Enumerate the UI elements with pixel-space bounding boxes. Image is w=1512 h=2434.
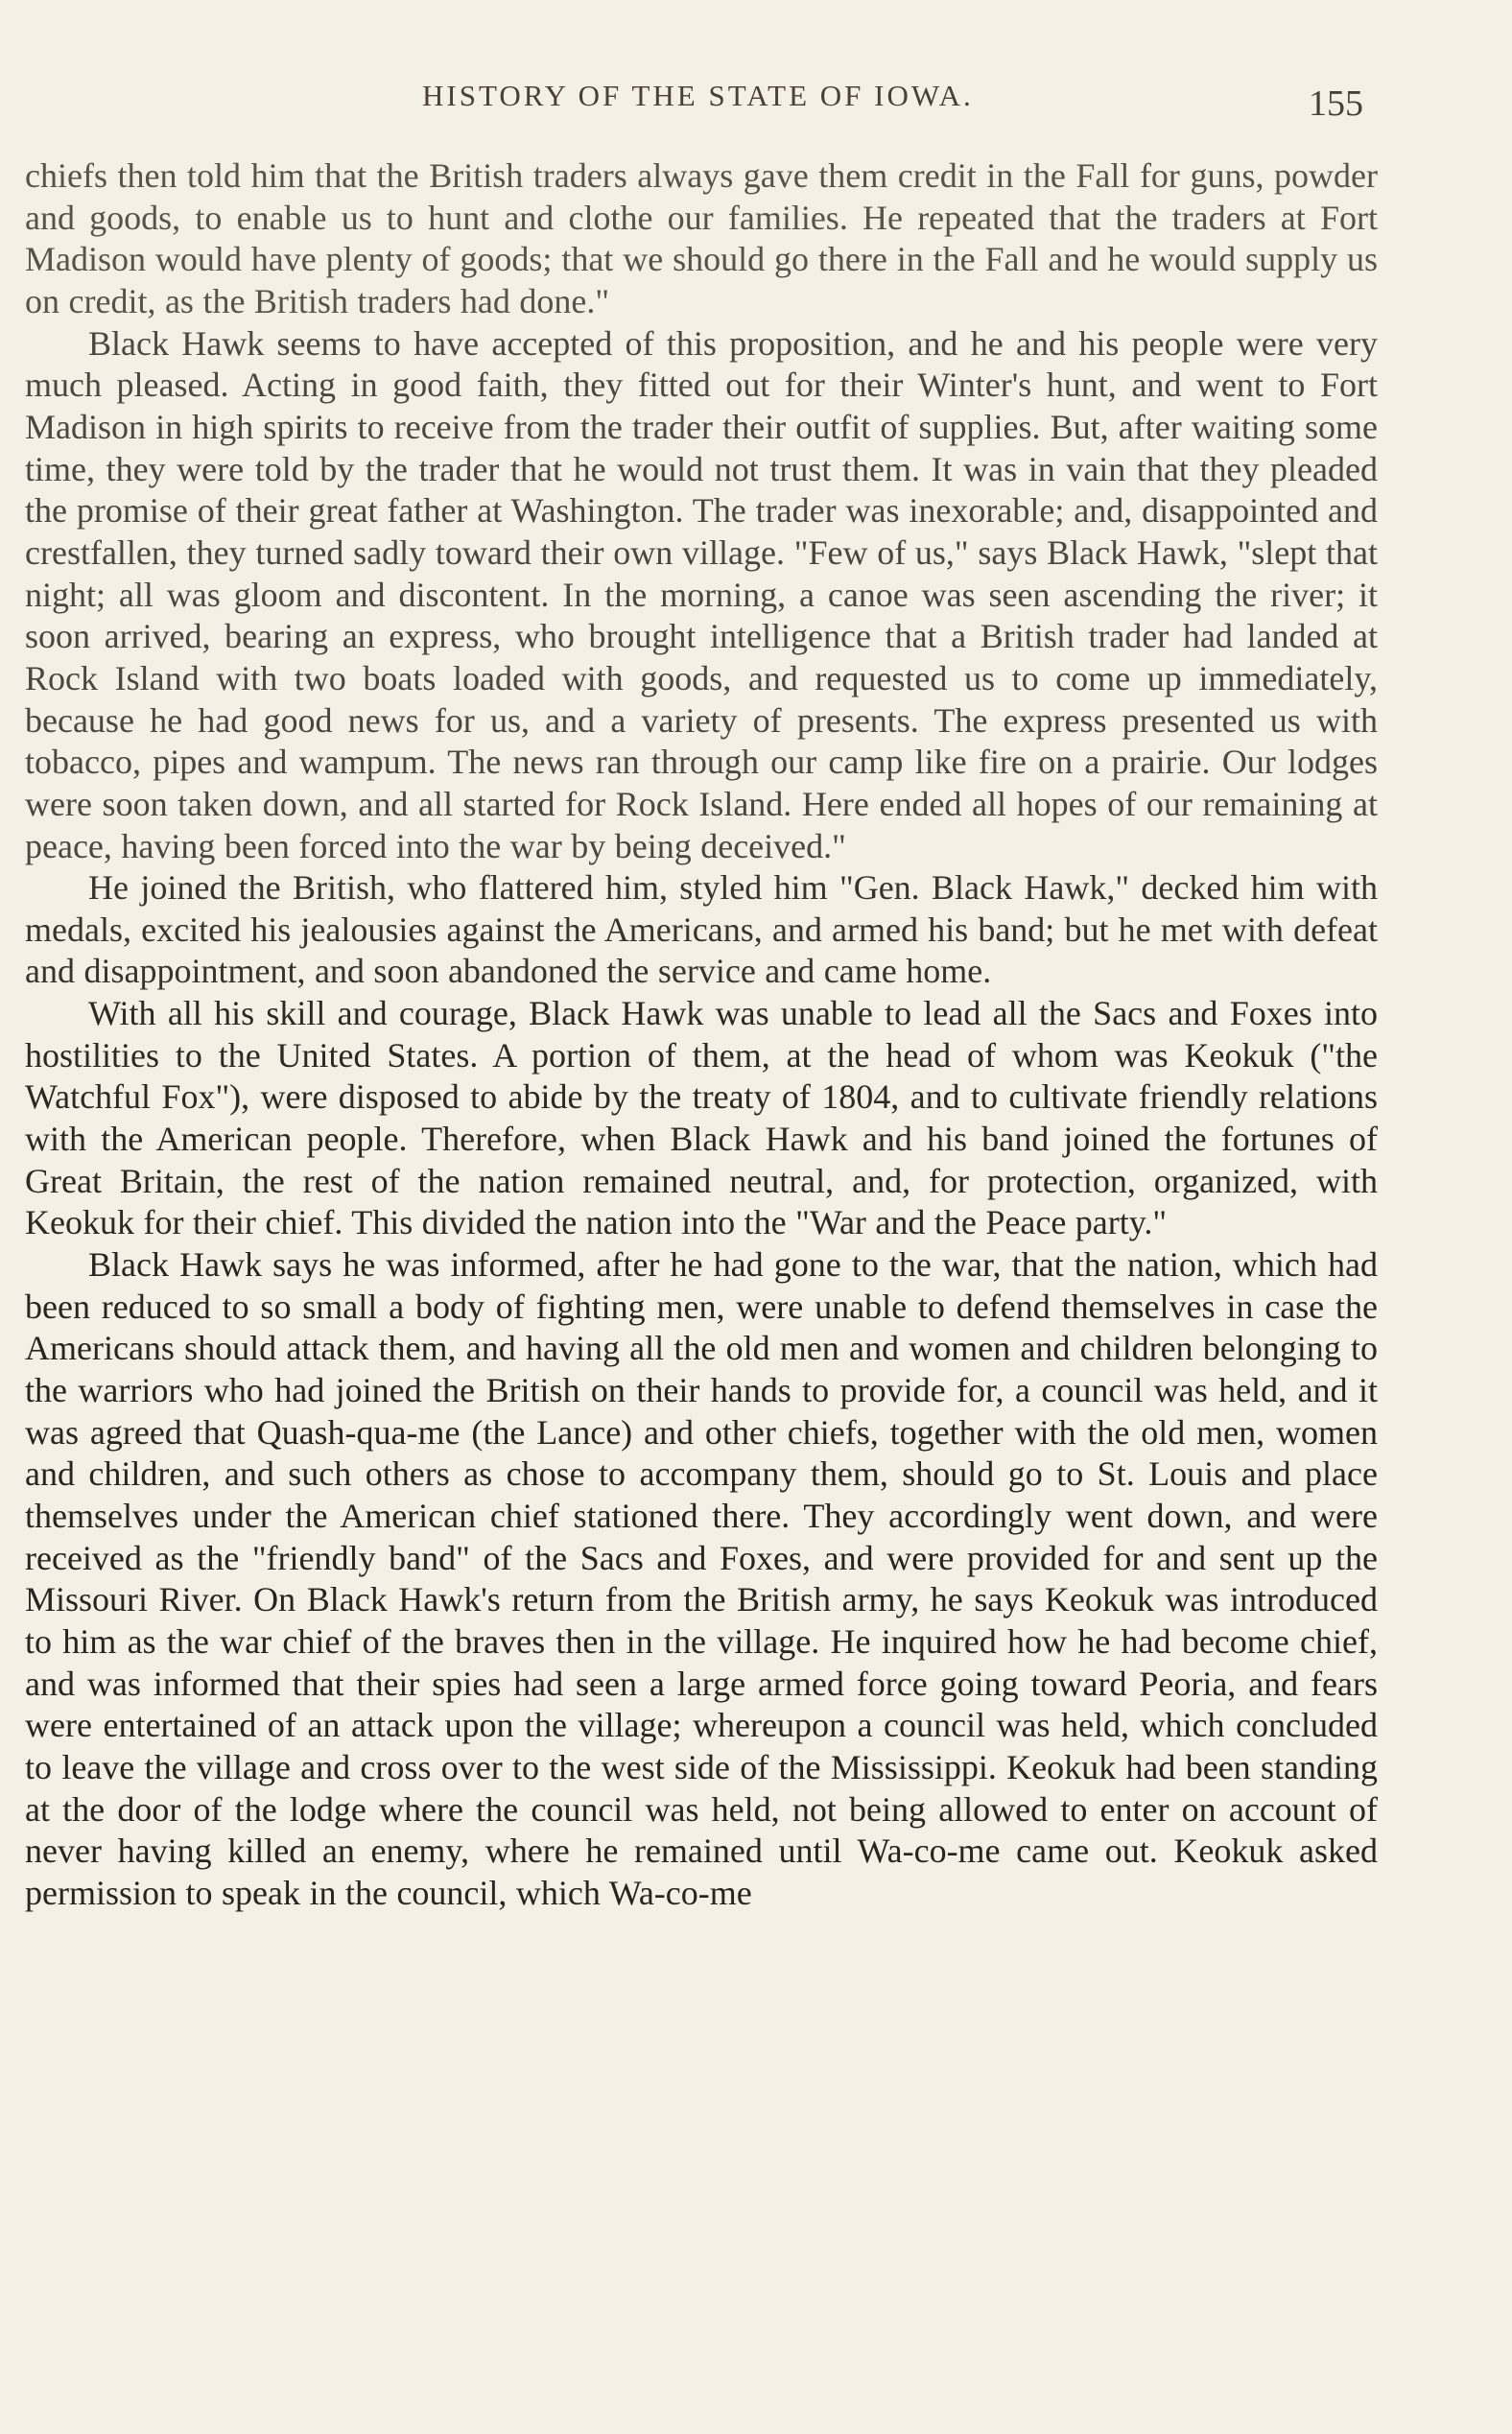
paragraph: Black Hawk says he was informed, after he had gone to the war, that the nation, which had been reduced to so small a body of fighting men, were unable to defend themselves in case the Americans should attack them, and having all the old men and women and children belonging to the warriors who had joined the British on their hands to provide for, a council was held, and it was agreed that Quash-qua-me (the Lance) and other chiefs, together with the old men, women and children, and such others as chose to accompany them, should go to St. Louis and place themselves under the American chief stationed there. They accordingly went down, and were received as the "friendly band" of the Sacs and Foxes, and were provided for and sent up the Missouri River. On Black Hawk's return from the British army, he says Keokuk was introduced to him as the war chief of the braves then in the village. He inquired how he had become chief, and was informed that their spies had seen a large armed force going toward Peoria, and fears were entertained of an attack upon the village; whereupon a council was held, which concluded to leave the village and cross over to the west side of the Mississippi. Keokuk had been standing at the door of the lodge where the council was held, not being allowed to enter on account of never having killed an enemy, where he remained until Wa-co-me came out. Keokuk asked permission to speak in the council, which Wa-co-me	[25, 1245, 1378, 1912]
running-head: HISTORY OF THE STATE OF IOWA.	[422, 79, 974, 112]
page-number: 155	[1309, 83, 1363, 124]
paragraph: With all his skill and courage, Black Hawk was unable to lead all the Sacs and Foxes into hostilities to the United States. A portion of them, at the head of whom was Keokuk ("the Watchful Fox"), were disposed to abide by the treaty of 1804, and to cultivate friendly relations with the American people. Therefore, when Black Hawk and his band joined the fortunes of Great Britain, the rest of the nation remained neutral, and, for protection, organized, with Keokuk for their chief. This divided the nation into the "War and the Peace party."	[25, 994, 1378, 1242]
paragraph: Black Hawk seems to have accepted of this proposition, and he and his people were very much pleased. Acting in good faith, they fitted out for their Winter's hunt, and went to Fort Madison in high spirits to receive from the trader their outfit of supplies. But, after waiting some time, they were told by the trader that he would not trust them. It was in vain that they pleaded the promise of their great father at Washington. The trader was inexorable; and, disappointed and crestfallen, they turned sadly toward their own village. "Few of us," says Black Hawk, "slept that night; all was gloom and discontent. In the morning, a canoe was seen ascending the river; it soon arrived, bearing an express, who brought intelligence that a British trader had landed at Rock Island with two boats loaded with goods, and requested us to come up immediately, because he had good news for us, and a variety of presents. The express presented us with tobacco, pipes and wampum. The news ran through our camp like fire on a prairie. Our lodges were soon taken down, and all started for Rock Island. Here ended all hopes of our remaining at peace, having been forced into the war by being deceived."	[25, 323, 1378, 865]
paragraph-continuation: chiefs then told him that the British traders always gave them credit in the Fall for guns, powder and goods, to enable us to hunt and clothe our families. He repeated that the traders at Fort Madison would have plenty of goods; that we should go there in the Fall and he would supply us on credit, as the British traders had done."	[25, 156, 1378, 320]
paragraph: He joined the British, who flattered him, styled him "Gen. Black Hawk," decked him with medals, excited his jealousies against the Americans, and armed his band; but he met with defeat and disappointment, and soon abandoned the service and came home.	[25, 868, 1378, 991]
body-text	[25, 155, 1378, 1915]
